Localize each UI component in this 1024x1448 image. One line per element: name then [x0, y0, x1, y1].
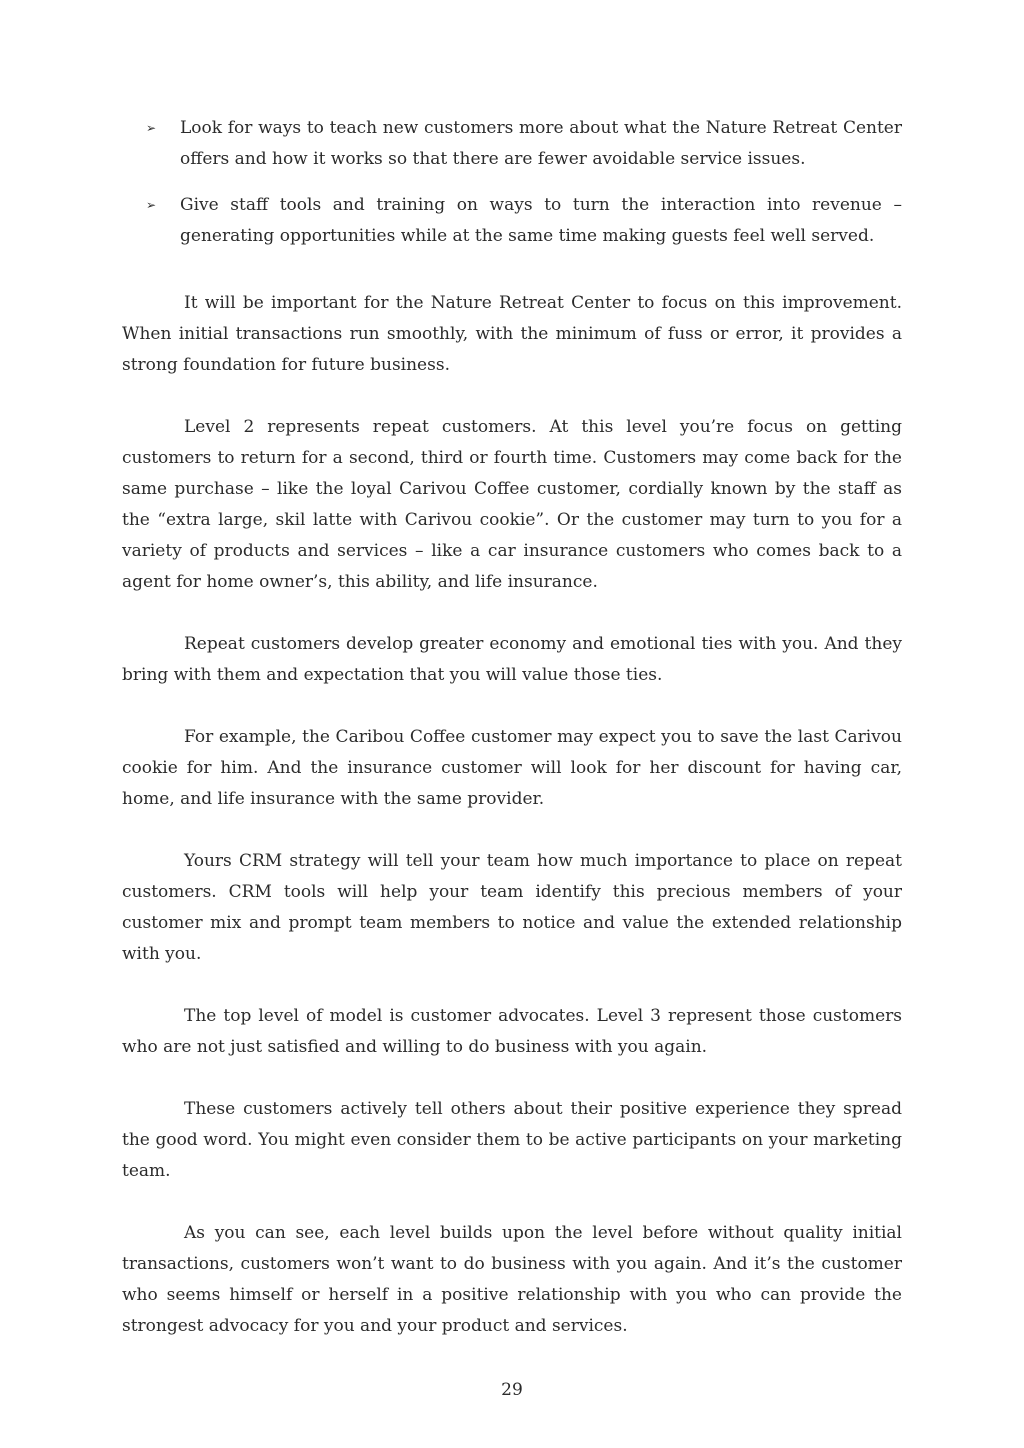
paragraph: Level 2 represents repeat customers. At this level you’re focus on getting customers to return for a second, third or fourth time. Customers may come back for the same purchase – like the loyal Carivou Coffee customer, cordially known by the staff as the “extra large, skil latte with Carivou cookie”. Or the customer may turn to you for a variety of products and services – like a car insurance customers who comes back to a agent for home owner’s, this ability, and life insurance.: [122, 417, 902, 592]
paragraph: For example, the Caribou Coffee customer may expect you to save the last Carivou cookie for him. And the insurance customer will look for her discount for having car, home, and life insurance with the same provider.: [122, 727, 902, 809]
bullet-text: Look for ways to teach new customers more about what the Nature Retreat Center offers and how it works so that there are fewer avoidable service issues.: [180, 118, 902, 169]
arrowhead-bullet-icon: ➢: [146, 121, 157, 135]
bullet-item: [122, 113, 902, 175]
paragraph: As you can see, each level builds upon the level before without quality initial transactions, customers won’t want to do business with you again. And it’s the customer who seems himself or herself in a positive relationship with you who can provide the strongest advocacy for you and your product and services.: [122, 1223, 902, 1336]
bullet-text: Give staff tools and training on ways to turn the interaction into revenue – generating opportunities while at the same time making guests feel well served.: [180, 195, 902, 246]
paragraph: The top level of model is customer advocates. Level 3 represent those customers who are not just satisfied and willing to do business with you again.: [122, 1006, 902, 1057]
paragraph: Repeat customers develop greater economy and emotional ties with you. And they bring with them and expectation that you will value those ties.: [122, 634, 902, 685]
arrowhead-bullet-icon: ➢: [146, 198, 157, 212]
paragraph: These customers actively tell others about their positive experience they spread the good word. You might even consider them to be active participants on your marketing team.: [122, 1099, 902, 1181]
page-number: 29: [501, 1380, 523, 1400]
paragraph: It will be important for the Nature Retreat Center to focus on this improvement. When initial transactions run smoothly, with the minimum of fuss or error, it provides a strong foundation for future business.: [122, 293, 902, 375]
page-content: [122, 113, 902, 1373]
paragraph: Yours CRM strategy will tell your team how much importance to place on repeat customers. CRM tools will help your team identify this precious members of your customer mix and prompt team members to notice and value the extended relationship with you.: [122, 851, 902, 964]
bullet-list: [122, 113, 902, 252]
bullet-item: [122, 190, 902, 252]
